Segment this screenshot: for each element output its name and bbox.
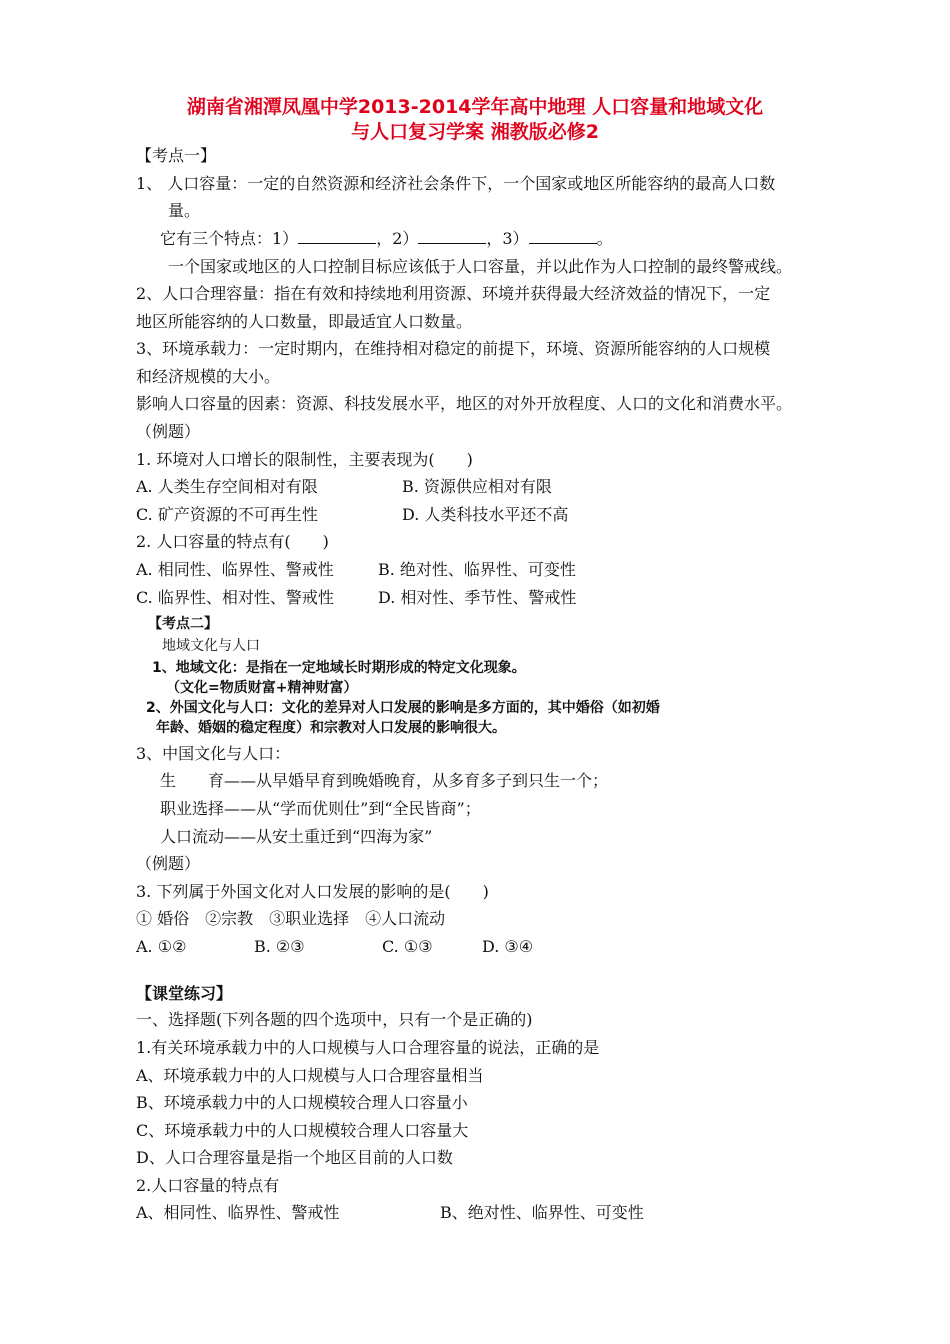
s1-point2-line1: 2、人口合理容量：指在有效和持续地利用资源、环境并获得最大经济效益的情况下，一定 (136, 284, 771, 303)
s3-q2-option-b: B、绝对性、临界性、可变性 (440, 1203, 644, 1222)
s1-factors-line: 影响人口容量的因素：资源、科技发展水平，地区的对外开放程度、人口的文化和消费水平。 (136, 394, 793, 413)
birth-text: ——从早婚早育到晚婚晚育，从多育多子到只生一个； (224, 771, 609, 790)
section1-header: 【考点一】 (136, 146, 217, 165)
s1-q2-option-c: C. 临界性、相对性、警戒性 (136, 588, 334, 607)
s1-q1-option-a: A. 人类生存空间相对有限 (136, 477, 318, 496)
s2-example-label: （例题） (136, 854, 201, 873)
s3-q1-option-d: D、人口合理容量是指一个地区目前的人口数 (136, 1148, 453, 1167)
s2-q3-option-a: A. ①② (136, 937, 187, 956)
s2-point2-line2: 年龄、婚姻的稳定程度）和宗教对人口发展的影响很大。 (156, 720, 506, 736)
s1-q1-option-d: D. 人类科技水平还不高 (402, 505, 569, 524)
features-prefix: 它有三个特点：1） (160, 229, 299, 248)
s3-q1-option-b: B、环境承载力中的人口规模较合理人口容量小 (136, 1093, 468, 1112)
s3-intro: 一、选择题(下列各题的四个选项中，只有一个是正确的) (136, 1010, 533, 1029)
s1-point3-line2: 和经济规模的大小。 (136, 367, 281, 386)
s1-q1-option-c: C. 矿产资源的不可再生性 (136, 505, 318, 524)
features-sep3: ，3） (486, 229, 529, 248)
s2-subtitle: 地域文化与人口 (162, 638, 260, 654)
s3-question2: 2.人口容量的特点有 (136, 1176, 280, 1195)
s2-point1: 1、地域文化：是指在一定地域长时期形成的特定文化现象。 (152, 660, 526, 676)
s1-point1-line1: 1、 人口容量：一定的自然资源和经济社会条件下，一个国家或地区所能容纳的最高人口数 (136, 174, 776, 193)
s1-features-line (160, 229, 613, 249)
s3-question1: 1.有关环境承载力中的人口规模与人口合理容量的说法，正确的是 (136, 1038, 600, 1057)
blank-3[interactable] (529, 229, 597, 244)
s2-q3-option-d: D. ③④ (482, 937, 534, 956)
features-end: 。 (596, 229, 613, 248)
s1-q1-option-b: B. 资源供应相对有限 (402, 477, 552, 496)
s3-q1-option-a: A、环境承载力中的人口规模与人口合理容量相当 (136, 1066, 484, 1085)
s2-migration-line: 人口流动——从安土重迁到“四海为家” (160, 827, 433, 846)
s2-point1-note: （文化=物质财富+精神财富） (166, 680, 358, 696)
features-sep2: ，2） (376, 229, 419, 248)
s1-q2-option-d: D. 相对性、季节性、警戒性 (378, 588, 577, 607)
document-title-line1: 湖南省湘潭凤凰中学2013-2014学年高中地理 人口容量和地域文化 (186, 96, 764, 118)
s3-q1-option-c: C、环境承载力中的人口规模较合理人口容量大 (136, 1121, 469, 1140)
s2-q3-option-c: C. ①③ (382, 937, 433, 956)
s1-question1: 1. 环境对人口增长的限制性，主要表现为( ) (136, 450, 473, 469)
s3-q2-option-a: A、相同性、临界性、警戒性 (136, 1203, 340, 1222)
section3-header: 【课堂练习】 (136, 984, 233, 1003)
s1-point3-line1: 3、环境承载力：一定时期内，在维持相对稳定的前提下，环境、资源所能容纳的人口规模 (136, 339, 771, 358)
s1-control-line: 一个国家或地区的人口控制目标应该低于人口容量，并以此作为人口控制的最终警戒线。 (168, 257, 793, 276)
blank-1[interactable] (298, 229, 376, 244)
blank-2[interactable] (418, 229, 486, 244)
s2-question3: 3. 下列属于外国文化对人口发展的影响的是( ) (136, 882, 489, 901)
s2-q3-items: ① 婚俗 ②宗教 ③职业选择 ④人口流动 (136, 909, 446, 928)
s1-example-label: （例题） (136, 422, 201, 441)
section2-header: 【考点二】 (148, 616, 218, 632)
s1-question2: 2. 人口容量的特点有( ) (136, 532, 329, 551)
s1-q2-option-a: A. 相同性、临界性、警戒性 (136, 560, 334, 579)
s1-point1-line2: 量。 (168, 201, 201, 220)
s1-point2-line2: 地区所能容纳的人口数量，即最适宜人口数量。 (136, 312, 473, 331)
s2-birth-line (160, 771, 608, 791)
s2-career-line: 职业选择——从“学而优则仕”到“全民皆商”； (160, 799, 481, 818)
birth-label: 生 育 (160, 771, 225, 790)
s2-point2-line1: 2、外国文化与人口：文化的差异对人口发展的影响是多方面的，其中婚俗（如初婚 (146, 700, 660, 716)
s2-point3: 3、中国文化与人口： (136, 744, 291, 763)
document-title-line2: 与人口复习学案 湘教版必修2 (351, 121, 599, 143)
s2-q3-option-b: B. ②③ (254, 937, 305, 956)
s1-q2-option-b: B. 绝对性、临界性、可变性 (378, 560, 576, 579)
